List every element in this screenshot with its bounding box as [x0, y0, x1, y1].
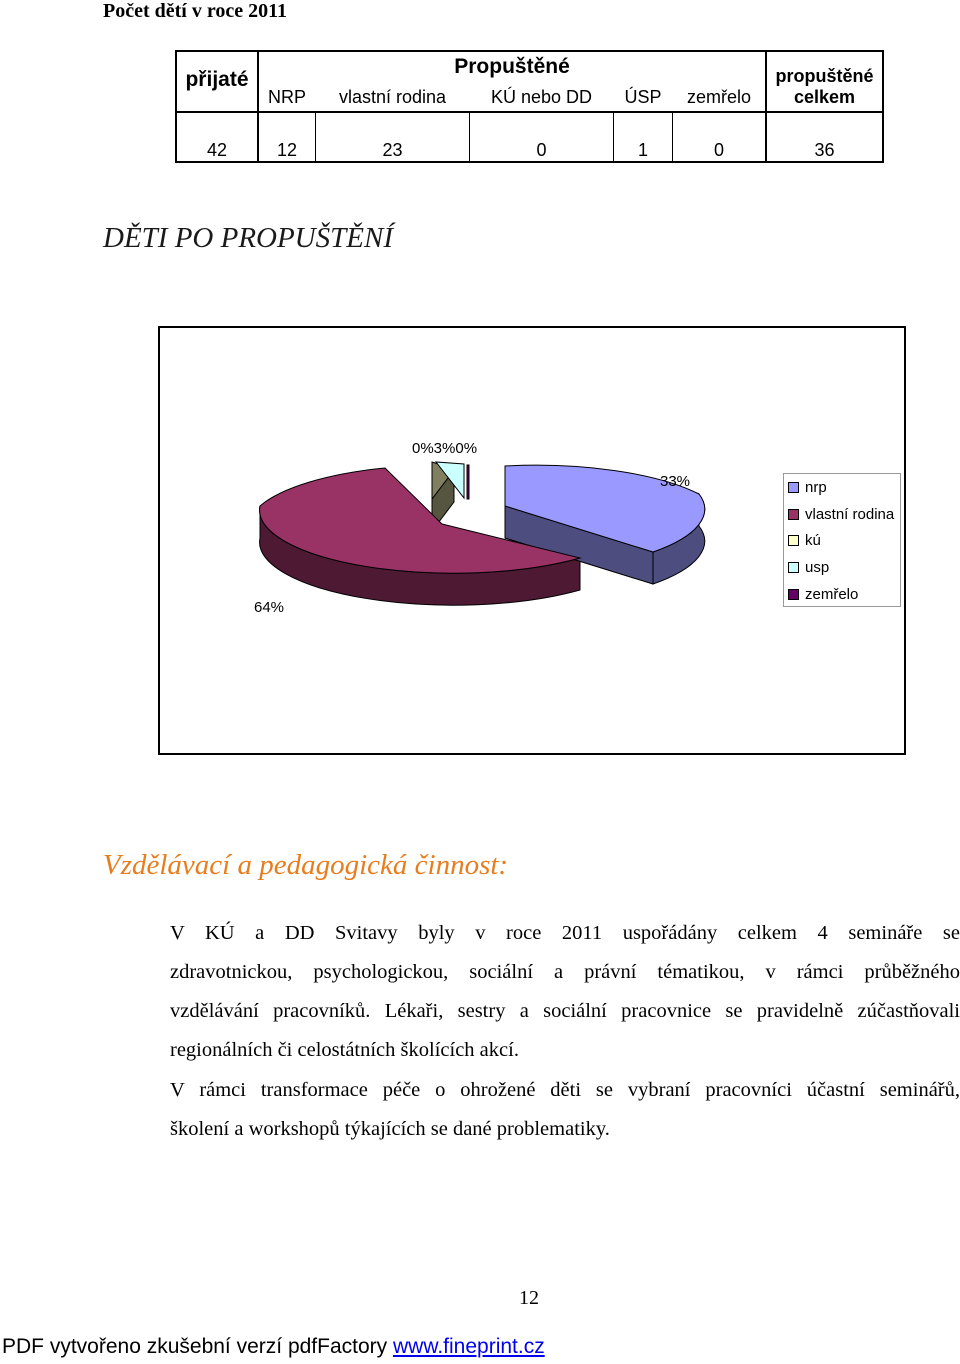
header-released-total-line2: celkem: [793, 87, 856, 107]
legend-item-died: [788, 584, 858, 604]
header-released-total-line1: propuštěné: [775, 66, 874, 86]
pdf-footer: [2, 1335, 545, 1359]
label-percent-nrp: 33%: [660, 473, 691, 490]
value-released-total: 36: [814, 140, 835, 160]
chart-frame: [158, 326, 906, 755]
legend-item-own-family: [788, 504, 894, 524]
paragraph-transformation-line-1: V rámci transformace péče o ohrožené děti se vybraní pracovníci účastní seminářů,: [170, 1079, 960, 1101]
header-admitted: přijaté: [185, 68, 249, 91]
header-released-group: Propuštěné: [454, 55, 570, 78]
label-percent-own-family: 64%: [254, 599, 285, 616]
legend-label-died: zemřelo: [805, 585, 859, 603]
header-released-total: [767, 66, 882, 108]
paragraph-seminars-line-1: V KÚ a DD Svitavy byly v roce 2011 uspořádány celkem 4 semináře se: [170, 922, 960, 944]
value-died: 0: [713, 140, 724, 160]
value-ku-dd: 0: [536, 140, 547, 160]
legend-swatch-died: [788, 589, 799, 600]
legend-label-nrp: nrp: [805, 478, 827, 496]
subheader-own-family: vlastní rodina: [338, 87, 447, 107]
children-stats-table: [175, 50, 884, 163]
footer-text: PDF vytvořeno zkušební verzí pdfFactory: [2, 1335, 393, 1358]
legend-swatch-ku: [788, 535, 799, 546]
paragraph-transformation-line-2: školení a workshopů týkajících se dané problematiky.: [170, 1118, 610, 1140]
value-nrp: 12: [276, 140, 298, 160]
legend-swatch-own-family: [788, 509, 799, 520]
subheader-nrp: NRP: [267, 87, 306, 107]
subheader-usp: ÚSP: [624, 87, 662, 107]
page-heading: Počet dětí v roce 2011: [103, 0, 288, 22]
value-usp: 1: [637, 140, 648, 160]
value-own-family: 23: [382, 140, 403, 160]
legend-label-own-family: vlastní rodina: [805, 505, 895, 523]
legend-swatch-usp: [788, 562, 799, 573]
subheader-ku-dd: KÚ nebo DD: [490, 87, 593, 107]
page-number: 12: [519, 1287, 539, 1309]
legend-label-usp: usp: [805, 558, 830, 576]
section-title-education: Vzdělávací a pedagogická činnost:: [103, 849, 509, 881]
section-title-children-after-release: DĚTI PO PROPUŠTĚNÍ: [103, 222, 393, 254]
chart-legend: [783, 473, 901, 607]
paragraph-seminars: [170, 914, 960, 1070]
subheader-died: zemřelo: [686, 87, 752, 107]
paragraph-seminars-line-4: regionálních či celostátních školících akcí.: [170, 1039, 519, 1061]
label-top-small-slices: 0%3%0%: [412, 440, 478, 457]
legend-swatch-nrp: [788, 482, 799, 493]
legend-item-nrp: [788, 477, 827, 497]
legend-item-ku: [788, 530, 821, 550]
value-admitted: 42: [206, 140, 228, 160]
paragraph-seminars-line-2: zdravotnickou, psychologickou, sociální a právní tématikou, v rámci průběžného: [170, 961, 960, 983]
paragraph-seminars-line-3: vzdělávání pracovníků. Lékaři, sestry a sociální pracovnice se pravidelně zúčastňovali: [170, 1000, 960, 1022]
footer-link[interactable]: www.fineprint.cz: [392, 1335, 545, 1358]
legend-item-usp: [788, 557, 829, 577]
paragraph-transformation: [170, 1071, 960, 1149]
legend-label-ku: kú: [805, 531, 821, 549]
slice-died: [467, 465, 469, 499]
